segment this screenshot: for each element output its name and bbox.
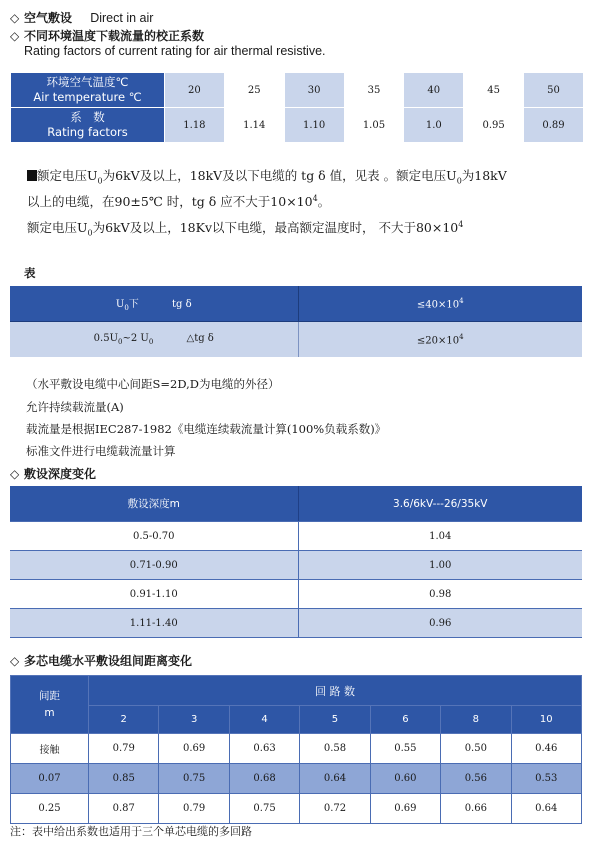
paragraph-line-2	[27, 195, 330, 209]
text: ~2 U	[122, 333, 149, 344]
factor-cell: 1.04	[298, 522, 582, 551]
circuit-count: 6	[370, 706, 440, 734]
tan-delta-row	[10, 286, 582, 322]
diamond-icon: ◇	[10, 467, 20, 481]
value-cell: 0.79	[159, 794, 229, 824]
text: 额定电压U	[37, 168, 98, 183]
tan-delta-table	[10, 286, 582, 357]
delta-tan-delta-row	[10, 322, 582, 358]
table-row	[11, 794, 582, 824]
superscript: 4	[459, 296, 464, 305]
temp-cell: 35	[344, 73, 404, 108]
value-cell: 0.68	[229, 764, 299, 794]
depth-table	[10, 486, 582, 638]
circuit-count: 4	[229, 706, 299, 734]
temp-cell: 40	[404, 73, 464, 108]
subscript: 0	[118, 338, 123, 346]
table-row	[11, 734, 582, 764]
text: U	[115, 299, 125, 310]
spacing-cell: 0.07	[11, 764, 89, 794]
text: tg δ	[171, 299, 192, 310]
factor-cell: 1.18	[165, 108, 225, 143]
circuits-header-row	[11, 676, 582, 706]
footnote: 注：表中给出系数也适用于三个单芯电缆的多回路	[10, 825, 252, 838]
depth-header-row	[10, 486, 582, 522]
factor-label	[11, 108, 165, 143]
subheading-en: Rating factors of current rating for air thermal resistive.	[24, 44, 326, 58]
tan-delta-value	[298, 286, 582, 322]
air-temperature-table	[10, 72, 584, 143]
temperature-label-en: Air temperature ℃	[33, 90, 142, 104]
value-cell: 0.69	[370, 794, 440, 824]
factor-cell: 0.96	[298, 609, 582, 638]
text: 。	[317, 194, 331, 210]
factor-label-cn: 系 数	[70, 110, 105, 124]
temp-cell: 25	[224, 73, 284, 108]
note-line-1: （水平敷设电缆中心间距S=2D,D为电缆的外径）	[26, 377, 280, 391]
value-cell: 0.64	[300, 764, 370, 794]
value-cell: 0.75	[159, 764, 229, 794]
factor-label-en: Rating factors	[47, 125, 128, 139]
subscript: 0	[456, 176, 462, 186]
value-cell: 0.85	[89, 764, 159, 794]
value-cell: 0.66	[441, 794, 511, 824]
circuits-header: 回 路 数	[89, 676, 582, 706]
depth-header: 敷设深度m	[10, 486, 298, 522]
diamond-icon: ◇	[10, 654, 20, 668]
note-line-2: 允许持续载流量(A)	[26, 400, 124, 414]
note-line-3: 载流量是根据IEC287-1982《电缆连续载流量计算(100%负载系数)》	[26, 422, 387, 436]
temp-cell: 30	[284, 73, 344, 108]
value-cell: 0.63	[229, 734, 299, 764]
heading-cn: 敷设深度变化	[24, 467, 97, 481]
section-heading-air	[10, 9, 153, 26]
heading-cn: 多芯电缆水平敷设组间距离变化	[24, 654, 193, 668]
depth-cell: 0.71-0.90	[10, 551, 298, 580]
text: 为6kV及以上，18Kv以下电缆，最高额定温度时， 不大于80×10	[92, 220, 459, 236]
temperature-row	[11, 73, 584, 108]
superscript: 4	[458, 220, 464, 229]
section-heading-depth	[10, 465, 96, 482]
heading-en: Direct in air	[90, 11, 154, 25]
value-cell: 0.75	[229, 794, 299, 824]
circuit-count: 8	[441, 706, 511, 734]
text: △tg δ	[186, 333, 214, 344]
value-cell: 0.56	[441, 764, 511, 794]
subscript: 0	[124, 304, 129, 312]
table-row	[10, 551, 582, 580]
tan-delta-label	[10, 286, 298, 322]
spacing-header-cn: 间距	[39, 689, 60, 702]
circuit-count: 5	[300, 706, 370, 734]
temperature-label-cn: 环境空气温度℃	[46, 75, 129, 89]
text: 以上的电缆，在90±5℃ 时，tg δ 应不大于10×10	[27, 194, 313, 210]
depth-cell: 1.11-1.40	[10, 609, 298, 638]
paragraph-line-3	[27, 221, 463, 238]
circuit-count: 3	[159, 706, 229, 734]
diamond-icon: ◇	[10, 11, 20, 25]
voltage-header: 3.6/6kV---26/35kV	[298, 486, 582, 522]
temp-cell: 20	[165, 73, 225, 108]
value-cell: 0.79	[89, 734, 159, 764]
square-bullet-icon	[27, 170, 37, 181]
value-cell: 0.87	[89, 794, 159, 824]
paragraph-line-1	[27, 170, 507, 186]
value-cell: 0.58	[300, 734, 370, 764]
circuit-count-row	[11, 706, 582, 734]
superscript: 4	[312, 194, 318, 203]
section-heading-spacing	[10, 652, 192, 669]
text: 为6kV及以上，18kV及以下电缆的 tg δ 值，见表 。额定电压U	[102, 168, 457, 183]
value-cell: 0.64	[511, 794, 581, 824]
section-subheading	[10, 27, 204, 44]
circuit-count: 10	[511, 706, 581, 734]
note-line-4: 标准文件进行电缆载流量计算	[26, 444, 176, 458]
text: 额定电压U	[27, 220, 88, 236]
circuit-count: 2	[89, 706, 159, 734]
value-cell: 0.55	[370, 734, 440, 764]
spacing-header-unit: m	[44, 706, 55, 719]
value-cell: 0.50	[441, 734, 511, 764]
factor-cell: 0.98	[298, 580, 582, 609]
text: 下	[128, 299, 139, 310]
subscript: 0	[97, 176, 103, 186]
factor-cell: 1.00	[298, 551, 582, 580]
text: ≤20×10	[416, 335, 460, 347]
table-row	[10, 522, 582, 551]
temp-cell: 50	[524, 73, 584, 108]
factor-cell: 1.10	[284, 108, 344, 143]
spacing-table	[10, 675, 582, 824]
value-cell: 0.53	[511, 764, 581, 794]
table2-title: 表	[24, 266, 36, 280]
value-cell: 0.60	[370, 764, 440, 794]
value-cell: 0.46	[511, 734, 581, 764]
subscript: 0	[87, 228, 93, 238]
temp-cell: 45	[464, 73, 524, 108]
subscript: 0	[148, 338, 154, 346]
value-cell: 0.69	[159, 734, 229, 764]
spacing-header	[11, 676, 89, 734]
factor-cell: 0.95	[464, 108, 524, 143]
factor-cell: 1.05	[344, 108, 404, 143]
factor-cell: 1.14	[224, 108, 284, 143]
temperature-label	[11, 73, 165, 108]
text: 为18kV	[461, 168, 507, 183]
factor-cell: 1.0	[404, 108, 464, 143]
heading-cn: 空气敷设	[24, 11, 73, 25]
factor-cell: 0.89	[524, 108, 584, 143]
delta-tan-delta-label	[10, 322, 298, 358]
diamond-icon: ◇	[10, 29, 20, 43]
depth-cell: 0.91-1.10	[10, 580, 298, 609]
table-row	[10, 609, 582, 638]
spacing-cell: 接触	[11, 734, 89, 764]
subheading-cn: 不同环境温度下载流量的校正系数	[24, 29, 205, 43]
table-row	[11, 764, 582, 794]
depth-cell: 0.5-0.70	[10, 522, 298, 551]
factor-row	[11, 108, 584, 143]
delta-tan-delta-value	[298, 322, 582, 358]
spacing-cell: 0.25	[11, 794, 89, 824]
table-row	[10, 580, 582, 609]
text: 0.5U	[93, 333, 119, 344]
value-cell: 0.72	[300, 794, 370, 824]
superscript: 4	[459, 332, 464, 341]
text: ≤40×10	[416, 299, 460, 311]
